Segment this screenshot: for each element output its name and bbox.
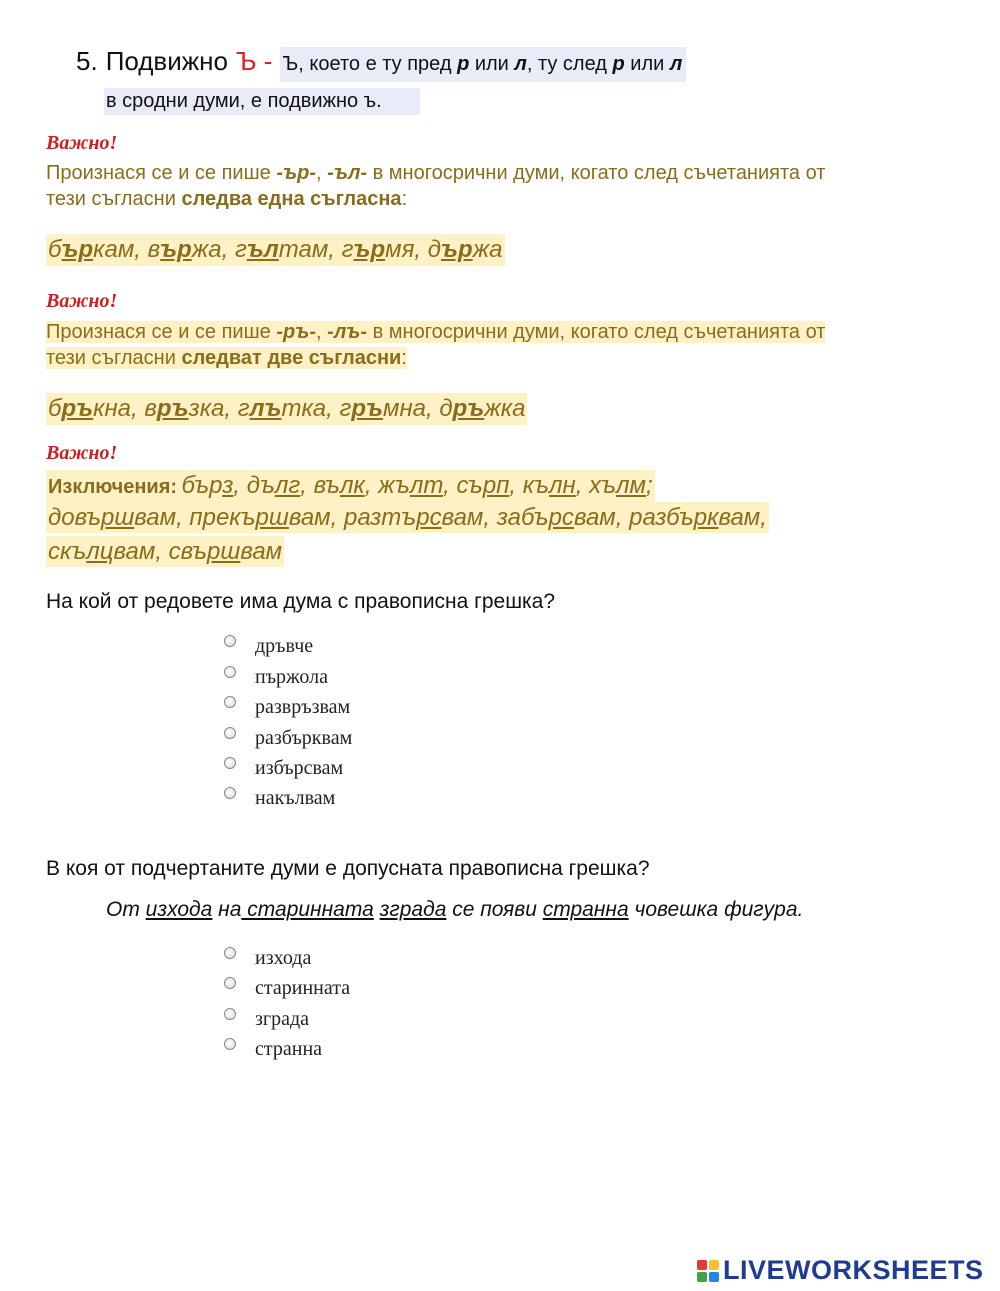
question-2-text: В коя от подчертаните думи е допусната правописна грешка? <box>46 857 650 880</box>
example-word: бъркам <box>48 236 135 263</box>
important-label-3: Важно! <box>46 442 118 464</box>
question-2-sentence: От изхода на старинната зграда се появи странна човешка фигура. <box>106 898 804 921</box>
q1-option[interactable]: пържола <box>224 663 328 691</box>
q1-option[interactable]: накълвам <box>224 784 335 812</box>
exceptions-line-2: довършвам, прекършвам, разтърсвам, забърсвам, разбърквам, <box>48 504 767 531</box>
section-letter: Ъ - <box>235 46 273 76</box>
q2-option[interactable]: изхода <box>224 944 311 972</box>
radio-button[interactable] <box>224 1038 236 1050</box>
section-number: 5. <box>76 46 98 76</box>
rule-1-text: Произнася се и се пише -ър-, -ъл- в многосрични думи, когато след съчетанията от тези съгласни следва една съгласна: <box>46 162 826 210</box>
examples-2: бръкна, връзка, глътка, гръмна, дръжка <box>46 393 527 425</box>
example-word: бръкна <box>48 395 132 422</box>
section-heading <box>76 46 766 112</box>
radio-button[interactable] <box>224 666 236 678</box>
example-word: държа <box>427 236 503 263</box>
question-1-text: На кой от редовете има дума с правописна грешка? <box>46 590 556 613</box>
logo-blocks-icon <box>697 1260 719 1282</box>
liveworksheets-logo <box>697 1255 984 1286</box>
q1-option[interactable]: избърсвам <box>224 754 343 782</box>
q1-option[interactable]: дръвче <box>224 632 313 660</box>
q2-option[interactable]: зграда <box>224 1005 309 1033</box>
example-word: дръжка <box>439 395 526 422</box>
section-description: Ъ, което е ту пред р или л, ту след р или л <box>280 47 686 82</box>
q2-option[interactable]: старинната <box>224 974 350 1002</box>
section-title: Подвижно <box>105 46 228 76</box>
example-word: гръмна <box>339 395 426 422</box>
example-word: гълтам <box>235 236 329 263</box>
q1-option[interactable]: развръзвам <box>224 693 350 721</box>
rule-2-text: Произнася се и се пише -ръ-, -лъ- в многосрични думи, когато след съчетанията от тези съгласни следват две съгласни: <box>46 321 826 369</box>
example-word: гърмя <box>341 236 415 263</box>
radio-button[interactable] <box>224 757 236 769</box>
section-description-line2: в сродни думи, е подвижно ъ. <box>104 88 420 115</box>
logo-text: LIVEWORKSHEETS <box>723 1255 984 1285</box>
example-word: глътка <box>237 395 327 422</box>
radio-button[interactable] <box>224 635 236 647</box>
radio-button[interactable] <box>224 1008 236 1020</box>
example-word: вържа <box>147 236 222 263</box>
radio-button[interactable] <box>224 947 236 959</box>
exceptions-line-3: скълцвам, свършвам <box>48 538 283 565</box>
q2-option[interactable]: странна <box>224 1035 322 1063</box>
examples-1: бъркам, вържа, гълтам, гърмя, държа <box>46 234 505 266</box>
exceptions-block <box>46 470 946 572</box>
q1-option[interactable]: разбърквам <box>224 724 352 752</box>
important-label-1: Важно! <box>46 132 118 154</box>
important-label-2: Важно! <box>46 290 118 312</box>
radio-button[interactable] <box>224 977 236 989</box>
radio-button[interactable] <box>224 787 236 799</box>
radio-button[interactable] <box>224 696 236 708</box>
exceptions-line-1: бърз, дълг, вълк, жълт, сърп, кълн, хълм; <box>181 472 653 499</box>
example-word: връзка <box>144 395 225 422</box>
exceptions-label: Изключения: <box>48 476 178 498</box>
radio-button[interactable] <box>224 727 236 739</box>
